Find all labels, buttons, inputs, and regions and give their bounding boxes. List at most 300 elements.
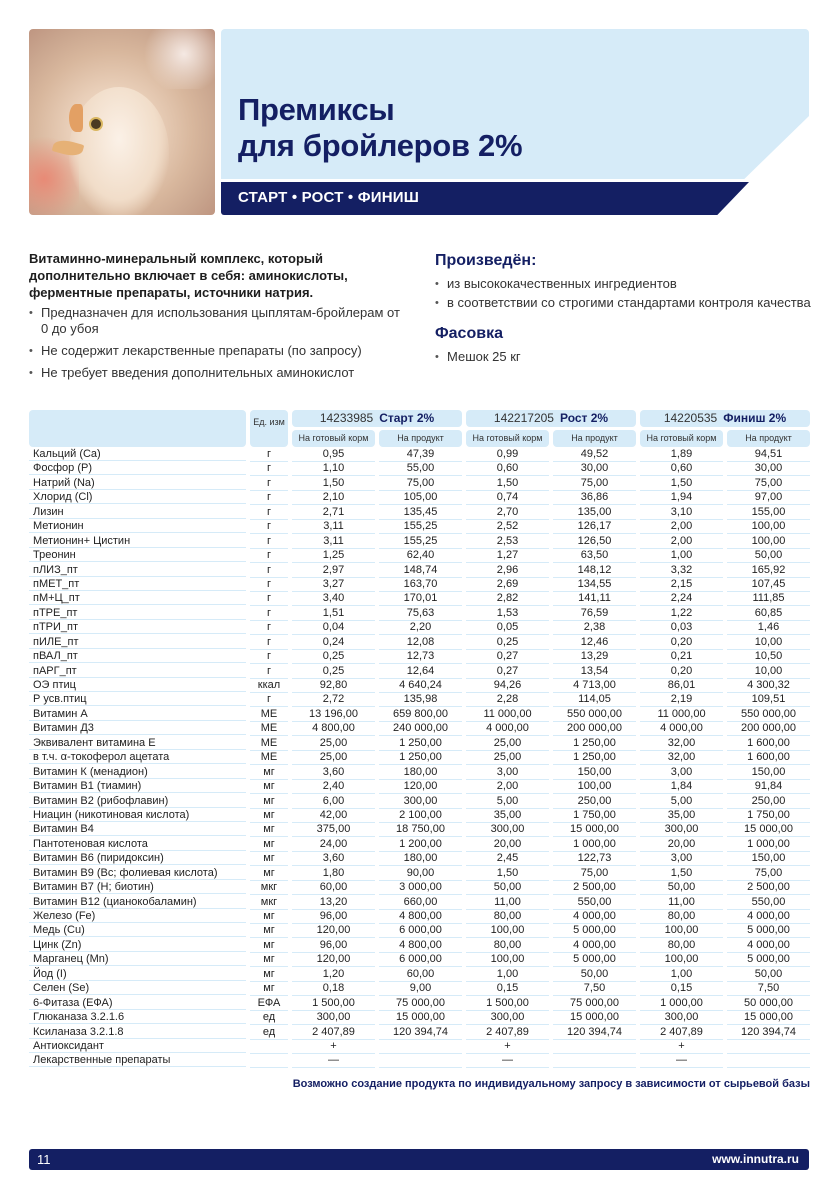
row-value: 0,18: [292, 982, 375, 996]
product-header-finish: 14220535 Финиш 2%: [640, 410, 810, 427]
row-value: 5 000,00: [727, 924, 810, 938]
row-value: 11,00: [466, 896, 549, 910]
row-value: 1,00: [640, 968, 723, 982]
table-row: [29, 939, 810, 953]
row-unit: г: [250, 636, 288, 650]
table-row: [29, 636, 810, 650]
row-value: 2 407,89: [466, 1026, 549, 1040]
row-value: 3,32: [640, 564, 723, 578]
row-value: 80,00: [640, 939, 723, 953]
row-value: 100,00: [466, 924, 549, 938]
table-row: [29, 795, 810, 809]
row-unit: мг: [250, 953, 288, 967]
row-value: 60,85: [727, 607, 810, 621]
row-value: 0,21: [640, 650, 723, 664]
packaging-heading: Фасовка: [435, 325, 503, 342]
row-value: 86,01: [640, 679, 723, 693]
row-name: Метионин: [29, 520, 246, 533]
row-value: 2 407,89: [640, 1026, 723, 1040]
table-row: [29, 520, 810, 534]
row-value: 660,00: [379, 896, 462, 910]
row-value: 0,27: [466, 650, 549, 664]
row-unit: мг: [250, 823, 288, 837]
row-value: 3,60: [292, 852, 375, 866]
row-value: 11 000,00: [640, 708, 723, 722]
produced-bullet: • из высококачественных ингредиентов: [435, 276, 815, 292]
row-value: 49,52: [553, 448, 636, 462]
row-value: 0,25: [292, 650, 375, 664]
row-value: 75,00: [727, 867, 810, 881]
row-value: 550,00: [727, 896, 810, 910]
row-value: 50,00: [553, 968, 636, 982]
row-value: 6 000,00: [379, 924, 462, 938]
packaging-bullet: • Мешок 25 кг: [435, 349, 815, 365]
row-value: 94,51: [727, 448, 810, 462]
row-value: 13 196,00: [292, 708, 375, 722]
row-value: 105,00: [379, 491, 462, 505]
row-value: 2,97: [292, 564, 375, 578]
row-name: ОЭ птиц: [29, 679, 246, 692]
header-blank-cell: [29, 410, 246, 447]
table-row: [29, 924, 810, 938]
row-value: 50 000,00: [727, 997, 810, 1011]
table-row: [29, 665, 810, 679]
row-value: 148,74: [379, 564, 462, 578]
row-value: 4 000,00: [553, 910, 636, 924]
row-value: 375,00: [292, 823, 375, 837]
row-unit: г: [250, 462, 288, 476]
row-value: 250,00: [727, 795, 810, 809]
table-row: [29, 477, 810, 491]
row-unit: [250, 1040, 288, 1054]
row-value: 20,00: [466, 838, 549, 852]
row-value: 10,50: [727, 650, 810, 664]
row-value: 4 000,00: [466, 722, 549, 736]
row-unit: г: [250, 549, 288, 563]
row-value: 4 000,00: [553, 939, 636, 953]
row-value: 2,00: [466, 780, 549, 794]
table-row: [29, 1040, 810, 1054]
row-value: 4 800,00: [379, 910, 462, 924]
row-value: —: [466, 1054, 549, 1068]
row-name: Витамин В9 (Вс; фолиевая кислота): [29, 867, 246, 880]
intro-bullets: [29, 305, 409, 381]
row-value: 35,00: [466, 809, 549, 823]
subheader-product: На продукт: [727, 430, 810, 447]
row-value: 1 750,00: [553, 809, 636, 823]
row-value: 96,00: [292, 939, 375, 953]
title-line-1: Премиксы: [238, 92, 395, 127]
row-value: 659 800,00: [379, 708, 462, 722]
row-value: 1 500,00: [466, 997, 549, 1011]
row-value: 15 000,00: [727, 1011, 810, 1025]
row-value: [553, 1054, 636, 1068]
table-row: [29, 780, 810, 794]
row-value: 1 000,00: [640, 997, 723, 1011]
row-value: 3,00: [640, 766, 723, 780]
row-value: 100,00: [466, 953, 549, 967]
row-value: 4 300,32: [727, 679, 810, 693]
row-value: 2,15: [640, 578, 723, 592]
table-row: [29, 982, 810, 996]
row-value: 2,52: [466, 520, 549, 534]
row-value: 2,71: [292, 506, 375, 520]
row-value: 12,46: [553, 636, 636, 650]
row-value: 5 000,00: [727, 953, 810, 967]
row-value: 1,89: [640, 448, 723, 462]
row-value: 1,00: [640, 549, 723, 563]
row-value: 1,84: [640, 780, 723, 794]
table-row: [29, 650, 810, 664]
row-value: 2,45: [466, 852, 549, 866]
table-row: [29, 968, 810, 982]
row-value: 2,70: [466, 506, 549, 520]
row-value: 36,86: [553, 491, 636, 505]
row-value: [379, 1054, 462, 1068]
row-value: 50,00: [727, 968, 810, 982]
row-unit: мкг: [250, 896, 288, 910]
row-value: 50,00: [640, 881, 723, 895]
row-value: 75 000,00: [553, 997, 636, 1011]
row-value: 122,73: [553, 852, 636, 866]
row-value: 96,00: [292, 910, 375, 924]
row-value: 20,00: [640, 838, 723, 852]
row-value: 90,00: [379, 867, 462, 881]
row-value: 100,00: [640, 953, 723, 967]
row-value: 1,80: [292, 867, 375, 881]
row-value: 32,00: [640, 751, 723, 765]
row-value: 120,00: [292, 953, 375, 967]
row-value: 4 800,00: [292, 722, 375, 736]
table-row: [29, 549, 810, 563]
table-row: [29, 693, 810, 707]
page-number: 11: [37, 1152, 51, 1167]
subheader-feed: На готовый корм: [292, 430, 375, 447]
row-name: Йод (I): [29, 968, 246, 981]
row-value: 1 250,00: [553, 737, 636, 751]
row-value: 109,51: [727, 693, 810, 707]
row-value: 0,25: [466, 636, 549, 650]
row-value: 0,20: [640, 636, 723, 650]
row-value: 80,00: [640, 910, 723, 924]
product-header-start: 14233985 Старт 2%: [292, 410, 462, 427]
row-value: 4 000,00: [640, 722, 723, 736]
table-row: [29, 852, 810, 866]
row-value: 2,38: [553, 621, 636, 635]
row-name: Кальций (Ca): [29, 448, 246, 461]
row-name: Витамин В12 (цианокобаламин): [29, 896, 246, 909]
row-value: 3,40: [292, 592, 375, 606]
product-header-rost: 142217205 Рост 2%: [466, 410, 636, 427]
row-name: Антиоксидант: [29, 1040, 246, 1053]
row-value: 120 394,74: [553, 1026, 636, 1040]
row-value: 0,95: [292, 448, 375, 462]
row-value: 5,00: [640, 795, 723, 809]
row-value: 3,60: [292, 766, 375, 780]
row-unit: г: [250, 564, 288, 578]
row-value: 50,00: [466, 881, 549, 895]
row-value: 0,74: [466, 491, 549, 505]
row-value: 2,20: [379, 621, 462, 635]
row-unit: г: [250, 578, 288, 592]
row-value: 300,00: [466, 1011, 549, 1025]
row-unit: ед: [250, 1026, 288, 1040]
row-value: 150,00: [727, 852, 810, 866]
table-row: [29, 607, 810, 621]
row-name: Витамин К (менадион): [29, 766, 246, 779]
row-value: 120 394,74: [379, 1026, 462, 1040]
row-name: пМ+Ц_пт: [29, 592, 246, 605]
row-value: +: [640, 1040, 723, 1054]
table-row: [29, 592, 810, 606]
row-name: Железо (Fe): [29, 910, 246, 923]
row-value: 6 000,00: [379, 953, 462, 967]
row-value: 4 000,00: [727, 939, 810, 953]
row-name: пТРИ_пт: [29, 621, 246, 634]
row-value: 100,00: [553, 780, 636, 794]
row-value: 300,00: [292, 1011, 375, 1025]
page-title: [238, 92, 522, 164]
row-value: 10,00: [727, 665, 810, 679]
custom-product-note: Возможно создание продукта по индивидуальному запросу в зависимости от сырьевой базы: [292, 1078, 810, 1090]
row-value: —: [640, 1054, 723, 1068]
row-unit: мг: [250, 838, 288, 852]
row-name: Медь (Cu): [29, 924, 246, 937]
row-value: 75 000,00: [379, 997, 462, 1011]
row-unit: мг: [250, 910, 288, 924]
row-unit: мг: [250, 795, 288, 809]
row-name: Лекарственные препараты: [29, 1054, 246, 1067]
page-footer: [29, 1149, 809, 1170]
row-value: 9,00: [379, 982, 462, 996]
table-row: [29, 722, 810, 736]
row-value: 300,00: [640, 823, 723, 837]
row-value: 1,00: [466, 968, 549, 982]
row-value: 15 000,00: [553, 823, 636, 837]
row-value: 25,00: [466, 751, 549, 765]
row-value: 1,22: [640, 607, 723, 621]
row-value: 135,00: [553, 506, 636, 520]
row-name: пЛИЗ_пт: [29, 564, 246, 577]
row-value: 60,00: [379, 968, 462, 982]
row-unit: мг: [250, 766, 288, 780]
table-row: [29, 1026, 810, 1040]
row-value: 2,24: [640, 592, 723, 606]
row-value: 0,99: [466, 448, 549, 462]
row-value: 15 000,00: [379, 1011, 462, 1025]
row-unit: г: [250, 448, 288, 462]
row-value: 2,53: [466, 535, 549, 549]
row-value: 100,00: [640, 924, 723, 938]
row-value: 1 500,00: [292, 997, 375, 1011]
row-value: 75,00: [553, 867, 636, 881]
row-value: 3,11: [292, 535, 375, 549]
row-unit: ед: [250, 1011, 288, 1025]
row-value: 1,25: [292, 549, 375, 563]
row-value: 126,17: [553, 520, 636, 534]
page-subtitle: СТАРТ • РОСТ • ФИНИШ: [238, 189, 420, 206]
table-row: [29, 896, 810, 910]
row-value: 120,00: [379, 780, 462, 794]
row-value: 2,28: [466, 693, 549, 707]
row-value: 155,25: [379, 535, 462, 549]
subheader-product: На продукт: [553, 430, 636, 447]
row-value: 163,70: [379, 578, 462, 592]
row-name: Витамин В1 (тиамин): [29, 780, 246, 793]
row-value: 2,72: [292, 693, 375, 707]
row-value: 300,00: [640, 1011, 723, 1025]
row-value: 2,69: [466, 578, 549, 592]
row-value: 80,00: [466, 910, 549, 924]
row-value: 18 750,00: [379, 823, 462, 837]
row-value: 12,08: [379, 636, 462, 650]
row-value: 1 000,00: [727, 838, 810, 852]
row-value: 120 394,74: [727, 1026, 810, 1040]
row-unit: г: [250, 592, 288, 606]
row-value: 75,00: [727, 477, 810, 491]
row-value: 1,51: [292, 607, 375, 621]
row-name: пВАЛ_пт: [29, 650, 246, 663]
row-value: 15 000,00: [727, 823, 810, 837]
row-value: 170,01: [379, 592, 462, 606]
packaging-bullets: [435, 349, 815, 365]
row-value: 0,20: [640, 665, 723, 679]
table-row: [29, 448, 810, 462]
row-value: 7,50: [727, 982, 810, 996]
row-unit: мг: [250, 924, 288, 938]
row-value: 1 000,00: [553, 838, 636, 852]
row-unit: г: [250, 535, 288, 549]
row-value: 200 000,00: [727, 722, 810, 736]
table-row: [29, 1011, 810, 1025]
row-value: 0,24: [292, 636, 375, 650]
row-value: 6,00: [292, 795, 375, 809]
row-value: 100,00: [727, 535, 810, 549]
row-value: 250,00: [553, 795, 636, 809]
row-value: 3,10: [640, 506, 723, 520]
table-body: [29, 448, 810, 1069]
row-value: 1 200,00: [379, 838, 462, 852]
table-row: [29, 621, 810, 635]
row-value: 30,00: [727, 462, 810, 476]
row-value: 148,12: [553, 564, 636, 578]
row-unit: МЕ: [250, 737, 288, 751]
intro-bullet: • Предназначен для использования цыплятам-бройлерам от 0 до убоя: [29, 305, 409, 337]
row-value: 2 500,00: [553, 881, 636, 895]
intro-section: [29, 250, 409, 387]
table-row: [29, 751, 810, 765]
row-value: 30,00: [553, 462, 636, 476]
row-value: 1,20: [292, 968, 375, 982]
row-value: 2,19: [640, 693, 723, 707]
row-value: 0,27: [466, 665, 549, 679]
row-name: Витамин В4: [29, 823, 246, 836]
row-value: 300,00: [466, 823, 549, 837]
intro-lead: Витаминно-минеральный комплекс, который дополнительно включает в себя: аминокислоты, ферментные препараты, источники натрия.: [29, 251, 348, 300]
table-row: [29, 535, 810, 549]
row-value: 42,00: [292, 809, 375, 823]
row-value: 0,15: [466, 982, 549, 996]
row-name: пТРЕ_пт: [29, 607, 246, 620]
row-value: 4 713,00: [553, 679, 636, 693]
row-value: 0,03: [640, 621, 723, 635]
row-name: Витамин В2 (рибофлавин): [29, 795, 246, 808]
subheader-feed: На готовый корм: [466, 430, 549, 447]
row-value: 5 000,00: [553, 924, 636, 938]
row-value: 7,50: [553, 982, 636, 996]
row-value: [727, 1054, 810, 1068]
row-value: 1 600,00: [727, 751, 810, 765]
table-row: [29, 708, 810, 722]
row-unit: мг: [250, 867, 288, 881]
row-unit: МЕ: [250, 751, 288, 765]
row-unit: мг: [250, 852, 288, 866]
table-row: [29, 838, 810, 852]
row-value: 135,98: [379, 693, 462, 707]
row-value: 0,15: [640, 982, 723, 996]
row-unit: г: [250, 477, 288, 491]
row-unit: мг: [250, 968, 288, 982]
row-value: 150,00: [727, 766, 810, 780]
row-value: 75,00: [553, 477, 636, 491]
row-name: Пантотеновая кислота: [29, 838, 246, 851]
broiler-chicken-photo: [29, 29, 215, 215]
row-unit: ккал: [250, 679, 288, 693]
row-name: пМЕТ_пт: [29, 578, 246, 591]
row-value: 1,50: [466, 867, 549, 881]
row-value: 550 000,00: [727, 708, 810, 722]
row-unit: мг: [250, 939, 288, 953]
row-value: 1,10: [292, 462, 375, 476]
row-value: 25,00: [292, 737, 375, 751]
row-unit: г: [250, 621, 288, 635]
row-value: 35,00: [640, 809, 723, 823]
row-value: 240 000,00: [379, 722, 462, 736]
row-value: 91,84: [727, 780, 810, 794]
row-value: 4 800,00: [379, 939, 462, 953]
row-name: Витамин А: [29, 708, 246, 721]
table-row: [29, 578, 810, 592]
row-name: Метионин+ Цистин: [29, 535, 246, 548]
row-name: пИЛЕ_пт: [29, 636, 246, 649]
row-name: Ксиланаза 3.2.1.8: [29, 1026, 246, 1039]
row-value: 126,50: [553, 535, 636, 549]
row-name: 6-Фитаза (ЕФА): [29, 997, 246, 1010]
row-value: 150,00: [553, 766, 636, 780]
row-value: 114,05: [553, 693, 636, 707]
row-value: 0,25: [292, 665, 375, 679]
table-row: [29, 1054, 810, 1068]
website-link[interactable]: www.innutra.ru: [712, 1152, 799, 1166]
row-value: 1 250,00: [379, 737, 462, 751]
row-value: 25,00: [466, 737, 549, 751]
row-value: [379, 1040, 462, 1054]
table-row: [29, 679, 810, 693]
table-row: [29, 867, 810, 881]
row-name: Фосфор (P): [29, 462, 246, 475]
table-row: [29, 462, 810, 476]
row-value: 13,54: [553, 665, 636, 679]
table-row: [29, 910, 810, 924]
table-row: [29, 823, 810, 837]
row-value: 2,82: [466, 592, 549, 606]
row-value: 55,00: [379, 462, 462, 476]
table-row: [29, 737, 810, 751]
row-value: 0,60: [640, 462, 723, 476]
row-value: 0,05: [466, 621, 549, 635]
row-unit: мг: [250, 809, 288, 823]
row-value: 80,00: [466, 939, 549, 953]
